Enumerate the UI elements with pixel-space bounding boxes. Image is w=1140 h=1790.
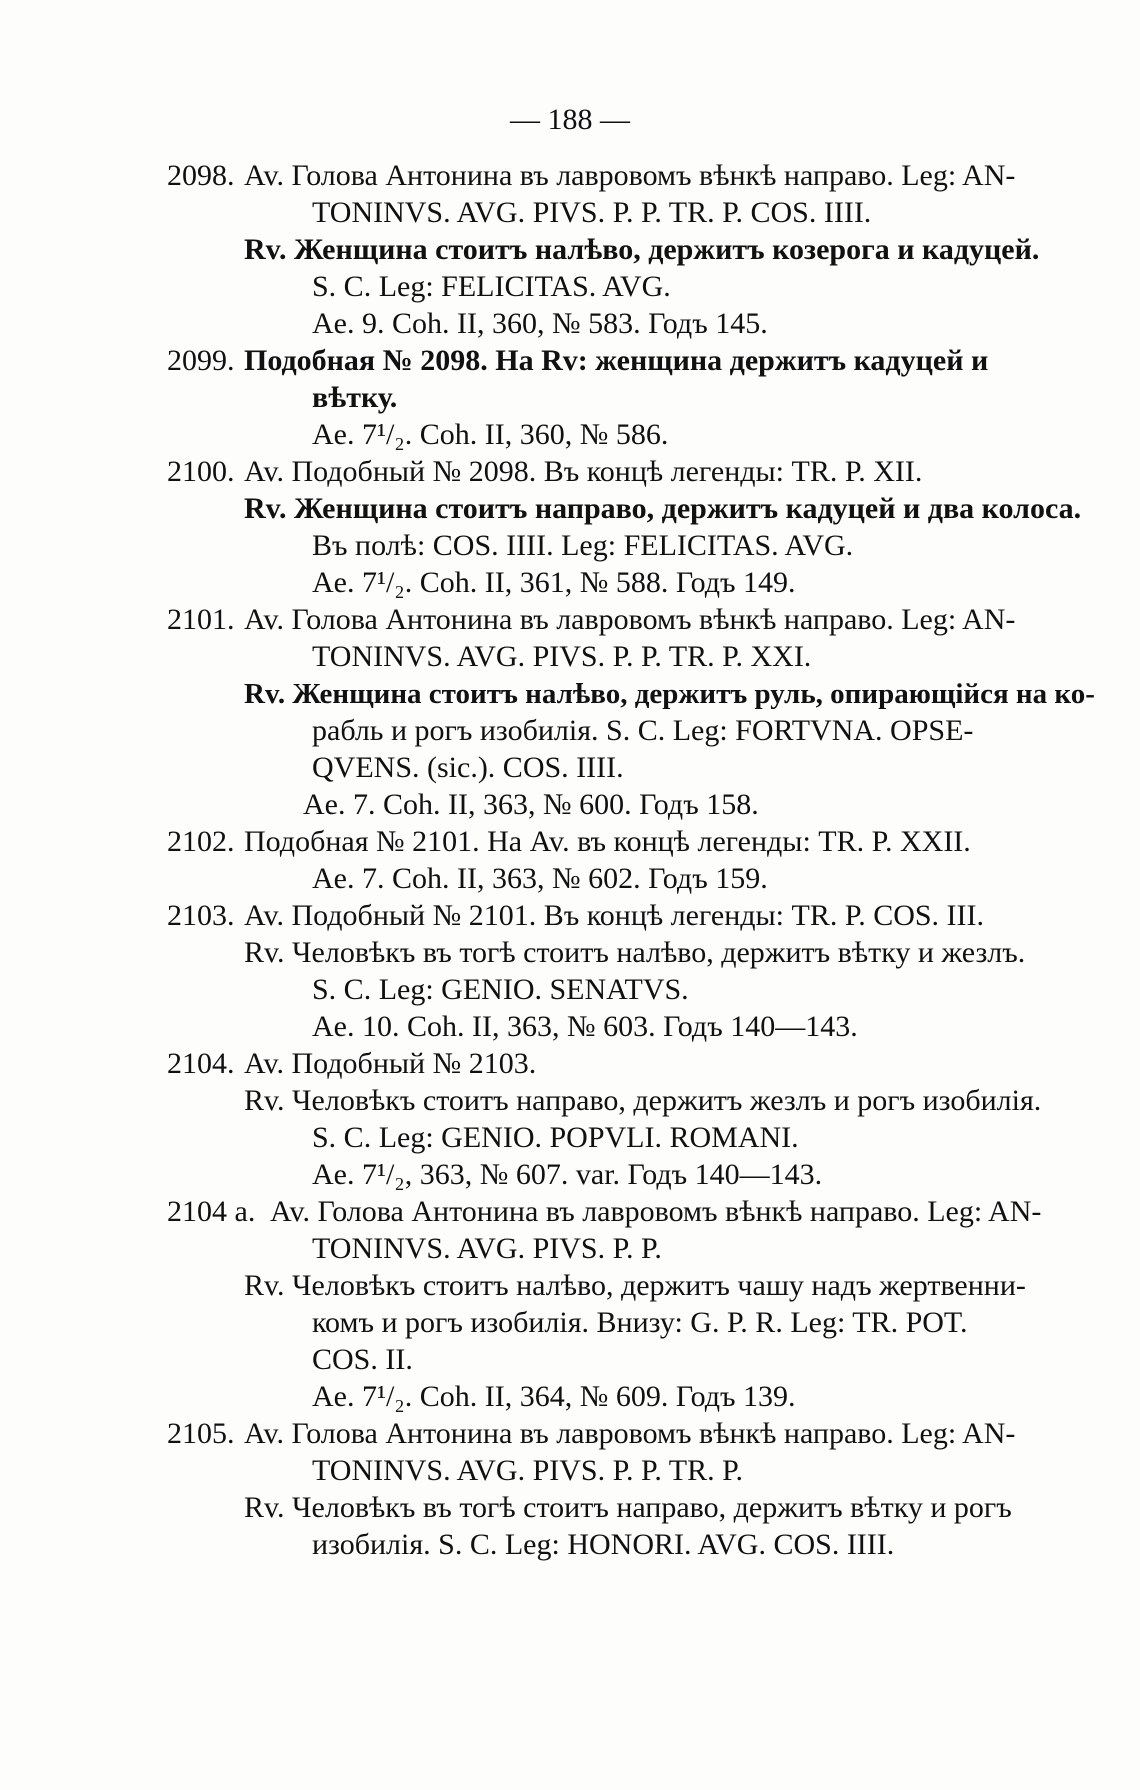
entry-number: 2098. [167,159,235,192]
entry-line: QVENS. (sic.). COS. IIII. [312,751,624,784]
entry-line: TONINVS. AVG. PIVS. P. P. TR. P. [312,1454,743,1487]
entry-number: 2102. [167,825,235,858]
entry-line: TONINVS. AVG. PIVS. P. P. TR. P. COS. IIII. [312,196,872,229]
entry-line: Въ полѣ: COS. IIII. Leg: FELICITAS. AVG. [312,529,854,562]
entry-line: Av. Подобный № 2103. [244,1047,537,1080]
page-number: — 188 — [510,103,630,136]
entry-line: S. C. Leg: GENIO. POPVLI. ROMANI. [312,1121,799,1154]
entry-line: Av. Подобный № 2098. Въ концѣ легенды: TR. P. XII. [244,455,923,488]
entry-line: Rv. Человѣкъ въ тогѣ стоитъ направо, держитъ вѣтку и рогъ [244,1491,1012,1524]
entry-line: Rv. Женщина стоитъ налѣво, держитъ руль, опирающійся на ко- [244,678,1095,710]
entry-number: 2099. [167,344,235,377]
entry-line: Rv. Женщина стоитъ направо, держитъ кадуцей и два колоса. [244,492,1082,525]
entry-line: S. C. Leg: GENIO. SENATVS. [312,973,689,1006]
entry-number: 2101. [167,603,235,636]
entry-line: комъ и рогъ изобилія. Внизу: G. P. R. Leg: TR. POT. [312,1306,968,1339]
entry-line: S. C. Leg: FELICITAS. AVG. [312,270,671,303]
entry-line: Ae. 7. Coh. II, 363, № 600. Годъ 158. [303,788,759,821]
entry-number: 2103. [167,899,235,932]
entry-line: Av. Голова Антонина въ лавровомъ вѣнкѣ направо. Leg: AN- [270,1195,1042,1228]
entry-line: Ae. 7¹/₂. Coh. II, 364, № 609. Годъ 139. [312,1380,796,1413]
entry-line: Ae. 7. Coh. II, 363, № 602. Годъ 159. [312,862,768,895]
entry-number: 2104 a. [167,1195,256,1228]
entry-line: Av. Подобный № 2101. Въ концѣ легенды: TR. P. COS. III. [244,899,985,932]
entry-line: TONINVS. AVG. PIVS. P. P. TR. P. XXI. [312,640,812,673]
entry-line: Rv. Женщина стоитъ налѣво, держитъ козерога и кадуцей. [244,233,1040,266]
entry-line: изобилія. S. C. Leg: HONORI. AVG. COS. IIII. [312,1528,895,1561]
entry-line: Подобная № 2101. На Av. въ концѣ легенды: TR. P. XXII. [244,825,971,858]
entry-line: вѣтку. [312,381,398,414]
entry-line: Ae. 7¹/₂. Coh. II, 360, № 586. [312,418,669,451]
entry-line: COS. II. [312,1343,413,1376]
entry-line: Av. Голова Антонина въ лавровомъ вѣнкѣ направо. Leg: AN- [244,159,1016,192]
entry-line: Ae. 10. Coh. II, 363, № 603. Годъ 140—143. [312,1010,858,1043]
entry-line: Rv. Человѣкъ въ тогѣ стоитъ налѣво, держитъ вѣтку и жезлъ. [244,936,1026,969]
entry-number: 2100. [167,455,235,488]
entry-line: TONINVS. AVG. PIVS. P. P. [312,1232,662,1265]
entry-line: Ae. 7¹/₂, 363, № 607. var. Годъ 140—143. [312,1158,823,1191]
entry-line: Ae. 7¹/₂. Coh. II, 361, № 588. Годъ 149. [312,566,796,599]
entry-line: Ae. 9. Coh. II, 360, № 583. Годъ 145. [312,307,768,340]
entry-number: 2105. [167,1417,235,1450]
entry-line: Rv. Человѣкъ стоитъ налѣво, держитъ чашу надъ жертвенни- [244,1269,1026,1302]
entry-line: рабль и рогъ изобилія. S. C. Leg: FORTVNA. OPSE- [312,714,974,747]
entry-number: 2104. [167,1047,235,1080]
entry-line: Подобная № 2098. На Rv: женщина держитъ кадуцей и [244,344,989,377]
entry-line: Av. Голова Антонина въ лавровомъ вѣнкѣ направо. Leg: AN- [244,603,1016,636]
entry-line: Rv. Человѣкъ стоитъ направо, держитъ жезлъ и рогъ изобилія. [244,1084,1042,1117]
entry-line: Av. Голова Антонина въ лавровомъ вѣнкѣ направо. Leg: AN- [244,1417,1016,1450]
